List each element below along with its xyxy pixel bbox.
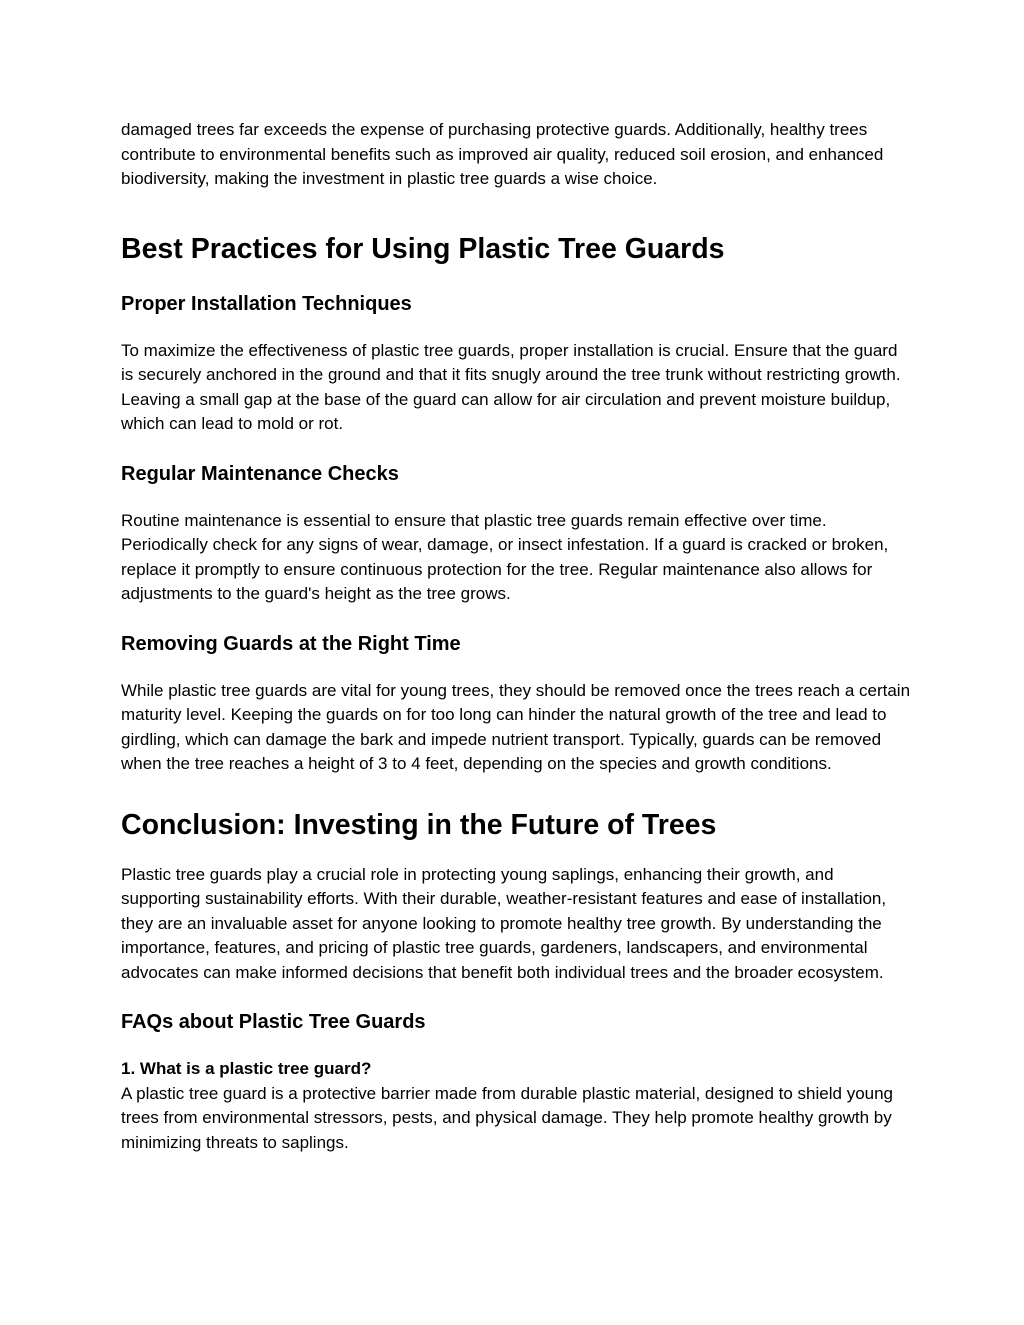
best-practices-heading: Best Practices for Using Plastic Tree Guards <box>121 232 725 265</box>
removal-paragraph: While plastic tree guards are vital for young trees, they should be removed once the trees reach a certain maturity level. Keeping the guards on for too long can hinder the natural growth of the tree and lead to girdling, which can damage the bark and impede nutrient transport. Typically, guards can be removed when the tree reaches a height of 3 to 4 feet, depending on the species and growth conditions. <box>121 680 911 773</box>
conclusion-heading: Conclusion: Investing in the Future of Trees <box>121 808 717 841</box>
maintenance-paragraph: Routine maintenance is essential to ensure that plastic tree guards remain effective over time. Periodically check for any signs of wear, damage, or insect infestation. If a guard is cracked or broken, replace it promptly to ensure continuous protection for the tree. Regular maintenance also allows for adjustments to the guard's height as the tree grows. <box>121 510 889 603</box>
faq-item <box>121 1057 911 1155</box>
installation-heading: Proper Installation Techniques <box>121 292 412 315</box>
maintenance-heading: Regular Maintenance Checks <box>121 462 399 485</box>
installation-paragraph: To maximize the effectiveness of plastic tree guards, proper installation is crucial. Ensure that the guard is securely anchored in the ground and that it fits snugly around the tree trunk without restricting growth. Leaving a small gap at the base of the guard can allow for air circulation and prevent moisture buildup, which can lead to mold or rot. <box>121 340 901 433</box>
conclusion-paragraph: Plastic tree guards play a crucial role in protecting young saplings, enhancing their growth, and supporting sustainability efforts. With their durable, weather-resistant features and ease of installation, they are an invaluable asset for anyone looking to promote healthy tree growth. By understanding the importance, features, and pricing of plastic tree guards, gardeners, landscapers, and environmental advocates can make informed decisions that benefit both individual trees and the broader ecosystem. <box>121 864 887 982</box>
intro-paragraph: damaged trees far exceeds the expense of purchasing protective guards. Additionally, healthy trees contribute to environmental benefits such as improved air quality, reduced soil erosion, and enhanced biodiversity, making the investment in plastic tree guards a wise choice. <box>121 120 884 188</box>
faq-question: 1. What is a plastic tree guard? <box>121 1059 372 1078</box>
faq-answer: A plastic tree guard is a protective barrier made from durable plastic material, designed to shield young trees from environmental stressors, pests, and physical damage. They help promote healthy growth by minimizing threats to saplings. <box>121 1083 894 1152</box>
document-page <box>121 118 911 1155</box>
removal-heading: Removing Guards at the Right Time <box>121 632 461 655</box>
faqs-heading: FAQs about Plastic Tree Guards <box>121 1011 426 1033</box>
